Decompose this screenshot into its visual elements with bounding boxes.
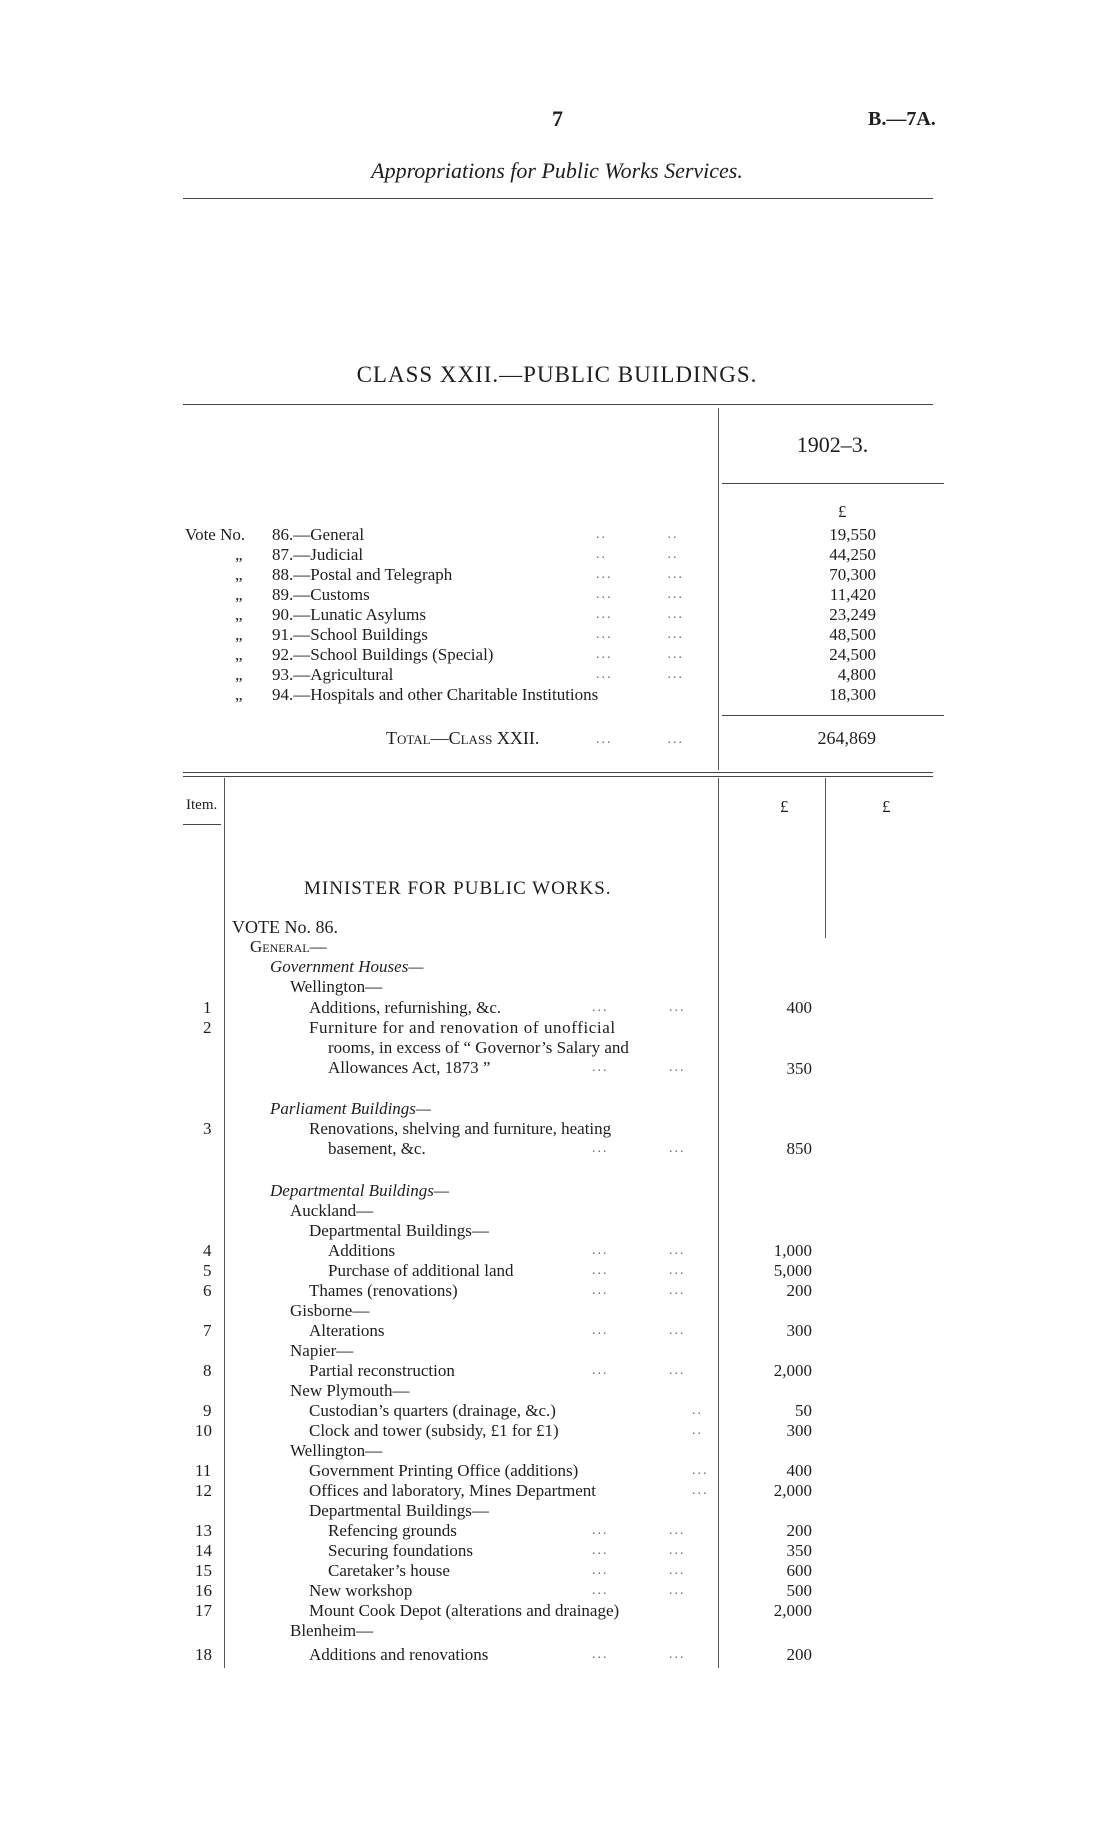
subsection-government-houses: Government Houses— [270,957,424,976]
minister-heading: MINISTER FOR PUBLIC WORKS. [304,878,612,899]
vote-label: 92.—School Buildings (Special) [272,645,494,664]
leader-dots: ... ... [596,627,684,642]
item-description: Custodian’s quarters (drainage, &c.) [309,1401,556,1420]
year-header: 1902–3. [796,432,869,457]
item-amount: 1,000 [773,1241,812,1260]
item-amount: 500 [786,1581,812,1600]
currency-header-2: £ [882,797,891,816]
vote-label: 89.—Customs [272,585,370,604]
item-number: 4 [203,1241,212,1260]
item-description: Offices and laboratory, Mines Department [309,1481,597,1500]
item-amount: 5,000 [773,1261,812,1280]
leader-dots: ... ... [592,1060,686,1075]
subsection-parliament-buildings: Parliament Buildings— [270,1099,432,1118]
location-gisborne: Gisborne— [290,1301,370,1320]
vote-label: 93.—Agricultural [272,665,394,684]
item-amount: 200 [786,1281,812,1300]
item-number: 9 [203,1401,212,1420]
item-amount: 200 [786,1521,812,1540]
item-amount: 400 [786,998,812,1017]
leader-dots: ... ... [596,567,684,582]
leader-dots: ... ... [592,1563,686,1578]
leader-dots: ... ... [592,1583,686,1598]
vote-label: 91.—School Buildings [272,625,428,644]
item-number: 10 [195,1421,212,1440]
item-amount: 300 [786,1421,812,1440]
leader-dots: .. .. [596,547,679,562]
vote-amount: 24,500 [829,645,876,664]
leader-dots: ... [692,1483,709,1498]
location-wellington: Wellington— [290,1441,383,1460]
leader-dots: .. [692,1423,703,1438]
page-title: Appropriations for Public Works Services. [371,158,743,183]
vote-label: 86.—General [272,525,365,544]
second-amount-column-divider [825,778,826,938]
leader-dots: ... ... [596,667,684,682]
vote-label: 94.—Hospitals and other Charitable Institutions [272,685,599,704]
leader-dots: ... [692,1463,709,1478]
item-description: Securing foundations [328,1541,473,1560]
vote-amount: 4,800 [837,665,876,684]
item-number: 8 [203,1361,212,1380]
leader-dots: .. .. [596,527,679,542]
vote-prefix: „ [235,545,243,564]
item-number: 1 [203,998,212,1017]
group-departmental-buildings: Departmental Buildings— [309,1221,489,1240]
item-description: Caretaker’s house [328,1561,450,1580]
item-description: Additions, refurnishing, &c. [309,998,502,1017]
item-header-rule [183,824,221,825]
vote-amount: 11,420 [829,585,876,604]
location-new-plymouth: New Plymouth— [290,1381,410,1400]
item-description: Allowances Act, 1873 ” [328,1058,491,1077]
vote-label: 88.—Postal and Telegraph [272,565,453,584]
vote-heading: VOTE No. 86. [232,917,338,937]
item-amount: 2,000 [773,1601,812,1620]
item-number: 16 [195,1581,212,1600]
leader-dots: ... ... [592,1141,686,1156]
item-column-divider [224,778,225,1668]
leader-dots: ... ... [596,587,684,602]
item-number: 11 [195,1461,212,1480]
table-double-rule-top [183,772,933,773]
vote-prefix: „ [235,645,243,664]
location-wellington: Wellington— [290,977,383,996]
leader-dots: .. [692,1403,703,1418]
item-description: Mount Cook Depot (alterations and drainage) [309,1601,620,1620]
vote-amount: 23,249 [829,605,876,624]
item-amount: 350 [786,1541,812,1560]
summary-currency: £ [838,502,847,521]
leader-dots: ... ... [592,1283,686,1298]
leader-dots: ... ... [596,732,684,747]
vote-prefix: „ [235,585,243,604]
leader-dots: ... ... [592,1243,686,1258]
vote-amount: 19,550 [829,525,876,544]
item-number: 7 [203,1321,212,1340]
leader-dots: ... ... [592,1647,686,1662]
leader-dots: ... ... [592,1543,686,1558]
leader-dots: ... ... [596,647,684,662]
leader-dots: ... ... [596,607,684,622]
item-description: Partial reconstruction [309,1361,455,1380]
item-number: 6 [203,1281,212,1300]
item-amount: 2,000 [773,1481,812,1500]
item-number: 15 [195,1561,212,1580]
leader-dots: ... ... [592,1363,686,1378]
table-double-rule-bottom [183,776,933,777]
class-heading: CLASS XXII.—PUBLIC BUILDINGS. [356,362,758,387]
item-number: 18 [195,1645,212,1664]
section-general: General— [250,937,327,956]
item-description: Alterations [309,1321,385,1340]
item-amount: 600 [786,1561,812,1580]
location-napier: Napier— [290,1341,354,1360]
item-number: 2 [203,1018,212,1037]
vote-prefix: „ [235,665,243,684]
item-amount: 300 [786,1321,812,1340]
item-number: 3 [203,1119,212,1138]
vote-prefix: „ [235,685,243,704]
item-amount: 350 [786,1059,812,1078]
item-description: Government Printing Office (additions) [309,1461,579,1480]
vote-prefix: „ [235,605,243,624]
vote-label: 87.—Judicial [272,545,364,564]
item-number: 12 [195,1481,212,1500]
total-rule [722,715,944,716]
item-amount: 200 [786,1645,812,1664]
page-number: 7 [552,106,563,131]
item-description: Additions and renovations [309,1645,489,1664]
item-description: Refencing grounds [328,1521,457,1540]
item-description: Additions [328,1241,396,1260]
item-description: Renovations, shelving and furniture, heating [309,1119,612,1138]
item-description: Purchase of additional land [328,1261,514,1280]
location-auckland: Auckland— [290,1201,374,1220]
header-rule [183,198,933,199]
summary-column-divider [718,408,719,770]
total-amount: 264,869 [817,728,876,748]
total-label: Total—Class XXII. [386,728,540,748]
vote-amount: 48,500 [829,625,876,644]
item-description: rooms, in excess of “ Governor’s Salary and [328,1038,629,1057]
amount-column-divider [718,778,719,1668]
currency-header-1: £ [780,797,789,816]
vote-label: 90.—Lunatic Asylums [272,605,426,624]
item-description: Furniture for and renovation of unofficial [309,1018,616,1037]
year-rule [722,483,944,484]
item-description: Clock and tower (subsidy, £1 for £1) [309,1421,559,1440]
item-description: basement, &c. [328,1139,426,1158]
item-column-header: Item. [186,797,218,813]
document-reference: B.—7A. [868,108,936,130]
class-top-rule [183,404,933,405]
leader-dots: ... ... [592,1000,686,1015]
vote-amount: 70,300 [829,565,876,584]
group-departmental-buildings: Departmental Buildings— [309,1501,489,1520]
vote-prefix: Vote No. [185,525,246,544]
item-description: New workshop [309,1581,413,1600]
item-number: 17 [195,1601,212,1620]
item-amount: 850 [786,1139,812,1158]
leader-dots: ... ... [592,1323,686,1338]
item-number: 14 [195,1541,212,1560]
item-number: 13 [195,1521,212,1540]
vote-prefix: „ [235,625,243,644]
item-amount: 400 [786,1461,812,1480]
location-blenheim: Blenheim— [290,1621,374,1640]
item-description: Thames (renovations) [309,1281,458,1300]
item-amount: 2,000 [773,1361,812,1380]
leader-dots: ... ... [592,1523,686,1538]
item-number: 5 [203,1261,212,1280]
vote-amount: 18,300 [829,685,876,704]
subsection-departmental-buildings: Departmental Buildings— [270,1181,449,1200]
vote-prefix: „ [235,565,243,584]
item-amount: 50 [795,1401,812,1420]
vote-amount: 44,250 [829,545,876,564]
leader-dots: ... ... [592,1263,686,1278]
